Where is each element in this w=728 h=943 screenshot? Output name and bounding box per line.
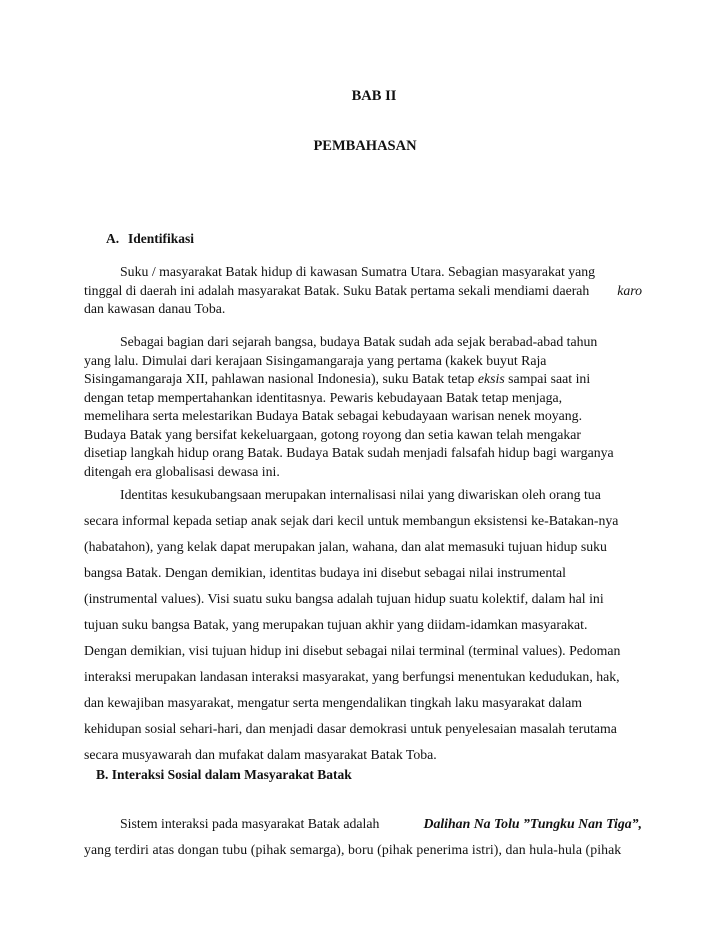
text-line: ditengah era globalisasi dewasa ini. [84,463,280,479]
text-line: (habatahon), yang kelak dapat merupakan jalan, wahana, dan alat memasuki tujuan hidup suku [84,539,607,554]
italic-term: eksis [477,371,505,386]
text-line: memelihara serta melestarikan Budaya Batak sebagai kebudayaan warisan nenek moyang. [84,408,583,423]
text-line: Sistem interaksi pada masyarakat Batak adalah Dalihan Na Tolu ”Tungku Nan Tiga”, [120,811,642,837]
text-line: Budaya Batak yang bersifat kekeluargaan, gotong royong dan setia kawan telah mengakar [84,426,582,442]
text-line: interaksi merupakan landasan interaksi masyarakat, yang berfungsi menentukan kedudukan, hak, [84,669,620,684]
text-line: Sisingamangaraja XII, pahlawan nasional Indonesia), suku Batak tetap eksis sampai saat ini [84,371,591,386]
section-a-label: A. [106,231,120,246]
italic-term: karo [617,282,642,298]
text-line: yang terdiri atas dongan tubu (pihak semarga), boru (pihak penerima istri), dan hula-hula (pihak [84,842,622,857]
text-line: disetiap langkah hidup orang Batak. Budaya Batak sudah menjadi falsafah hidup bagi warganya [84,445,614,460]
text-line: yang lalu. Dimulai dari kerajaan Sisingamangaraja yang pertama (kakek buyut Raja [84,352,547,368]
paragraph-a2 [84,333,642,481]
text-line: Suku / masyarakat Batak hidup di kawasan Sumatra Utara. Sebagian masyarakat yang [120,264,596,279]
section-b-label: B. [96,767,109,782]
text-line: bangsa Batak. Dengan demikian, identitas budaya ini disebut sebagai nilai instrumental [84,565,567,580]
chapter-title: PEMBAHASAN [313,138,417,154]
paragraph-b1 [84,811,642,863]
text-line: tinggal di daerah ini adalah masyarakat Batak. Suku Batak pertama sekali mendiami daerah karo [84,282,642,301]
paragraph-a1 [84,263,642,319]
text-line: Identitas kesukubangsaan merupakan internalisasi nilai yang diwariskan oleh orang tua [120,487,601,502]
bold-italic-term: Dalihan Na Tolu ”Tungku Nan Tiga”, [423,816,642,831]
text-line: (instrumental values). Visi suatu suku bangsa adalah tujuan hidup suatu kolektif, dalam hal ini [84,591,604,606]
text-line: kehidupan sosial sehari-hari, dan menjadi dasar demokrasi untuk penyelesaian masalah terutama [84,721,617,736]
chapter-number: BAB II [351,88,397,104]
text-line: Dengan demikian, visi tujuan hidup ini disebut sebagai nilai terminal (terminal values). Pedoman [84,643,621,658]
text-line: secara musyawarah dan mufakat dalam masyarakat Batak Toba. [84,747,437,762]
text-line: tujuan suku bangsa Batak, yang merupakan tujuan akhir yang diidam-idamkan masyarakat. [84,617,588,632]
text-line: secara informal kepada setiap anak sejak dari kecil untuk membangun eksistensi ke-Batakan-nya [84,513,619,528]
section-b-title: Interaksi Sosial dalam Masyarakat Batak [111,767,352,782]
section-a-heading [106,231,194,247]
text-line: dan kawasan danau Toba. [84,301,226,316]
text-line: Sebagai bagian dari sejarah bangsa, budaya Batak sudah ada sejak berabad-abad tahun [120,334,598,349]
section-a-title: Identifikasi [128,231,195,246]
text-line: dan kewajiban masyarakat, mengatur serta mengendalikan tingkah laku masyarakat dalam [84,695,583,710]
text-line: dengan tetap mempertahankan identitasnya. Pewaris kebudayaan Batak tetap menjaga, [84,389,563,405]
section-b-heading [96,767,352,783]
paragraph-a3 [84,482,642,768]
